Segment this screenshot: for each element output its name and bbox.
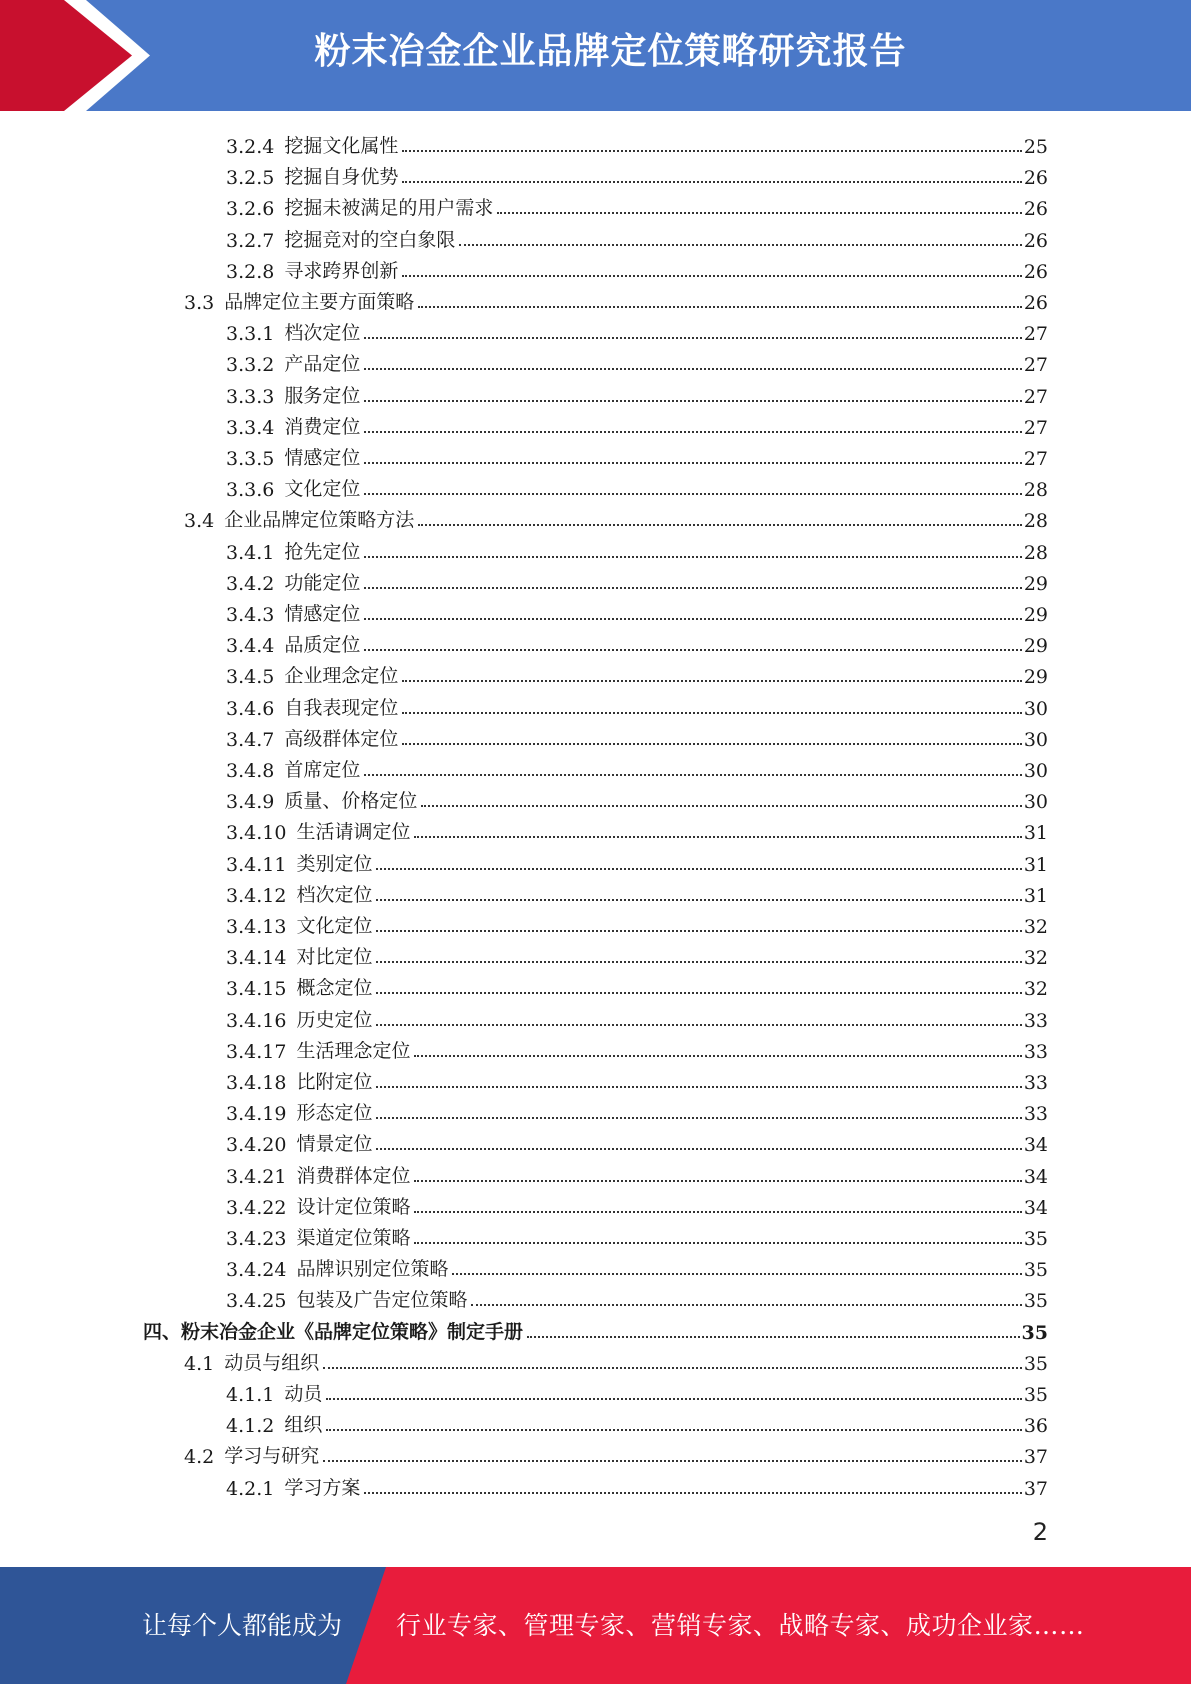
toc-entry-title: 档次定位 — [296, 883, 373, 906]
toc-entry-title: 挖掘文化属性 — [284, 135, 399, 157]
toc-dot-leader — [364, 587, 1021, 589]
toc-dot-leader — [402, 712, 1021, 714]
toc-entry[interactable] — [226, 1188, 1048, 1219]
toc-entry[interactable] — [226, 657, 1048, 688]
toc-entry-page: 32 — [1023, 978, 1048, 1001]
toc-entry-page: 26 — [1023, 260, 1048, 283]
toc-entry-number: 4.1 — [184, 1352, 215, 1375]
toc-entry-title: 学习与研究 — [224, 1445, 320, 1468]
toc-entry-number: 3.3.1 — [226, 323, 275, 346]
toc-entry-page: 27 — [1023, 448, 1048, 470]
toc-dot-leader — [459, 244, 1021, 246]
toc-dot-leader — [402, 680, 1021, 682]
toc-entry[interactable] — [226, 377, 1048, 408]
toc-entry-number: 3.4.23 — [226, 1228, 287, 1250]
toc-entry-page: 35 — [1023, 1352, 1048, 1375]
toc-entry-title: 消费群体定位 — [296, 1164, 411, 1187]
toc-entry-page: 33 — [1023, 1040, 1048, 1063]
toc-entry-page: 29 — [1023, 572, 1048, 595]
toc-dot-leader — [414, 1055, 1021, 1057]
toc-entry-number: 3.4.4 — [226, 635, 275, 658]
toc-entry-title: 挖掘未被满足的用户需求 — [284, 197, 494, 220]
toc-entry-title: 文化定位 — [296, 915, 373, 937]
toc-entry-title: 动员与组织 — [224, 1351, 320, 1374]
toc-entry-number: 3.4.17 — [226, 1040, 287, 1063]
toc-entry-page: 36 — [1023, 1415, 1048, 1438]
toc-entry-page: 33 — [1023, 1072, 1048, 1094]
toc-entry-page: 26 — [1023, 292, 1048, 314]
toc-entry-page: 29 — [1023, 666, 1048, 689]
toc-dot-leader — [376, 899, 1021, 901]
toc-entry[interactable] — [226, 720, 1048, 751]
toc-dot-leader — [414, 1242, 1021, 1244]
toc-entry-number: 4.1.1 — [226, 1384, 275, 1406]
toc-entry[interactable] — [226, 1125, 1048, 1156]
toc-entry-number: 4.2 — [184, 1446, 215, 1469]
toc-entry-title: 首席定位 — [284, 759, 361, 781]
toc-entry-title: 四、粉末冶金企业《品牌定位策略》制定手册 — [143, 1320, 524, 1343]
toc-entry-title: 文化定位 — [284, 478, 361, 501]
toc-dot-leader — [323, 1460, 1022, 1462]
toc-entry-title: 产品定位 — [284, 353, 361, 376]
toc-entry[interactable] — [226, 969, 1048, 1000]
toc-entry[interactable] — [226, 751, 1048, 782]
toc-entry-page: 30 — [1023, 728, 1048, 751]
toc-entry[interactable] — [226, 1469, 1048, 1500]
toc-entry-title: 包装及广告定位策略 — [296, 1289, 468, 1312]
toc-entry-title: 挖掘竞对的空白象限 — [284, 228, 456, 251]
toc-entry-page: 29 — [1023, 604, 1048, 626]
toc-entry-title: 高级群体定位 — [284, 727, 399, 750]
toc-entry-page: 33 — [1023, 1009, 1048, 1032]
toc-entry-number: 3.3.4 — [226, 416, 275, 439]
toc-entry[interactable] — [184, 283, 1048, 314]
toc-dot-leader — [326, 1429, 1021, 1431]
toc-entry-number: 3.4.24 — [226, 1259, 287, 1282]
toc-entry-number: 3.3 — [184, 292, 215, 314]
toc-entry[interactable] — [226, 252, 1048, 283]
toc-entry-title: 品牌识别定位策略 — [296, 1258, 449, 1281]
toc-entry-number: 3.4.1 — [226, 541, 275, 564]
toc-entry-title: 概念定位 — [296, 977, 373, 1000]
toc-entry[interactable] — [184, 501, 1048, 532]
toc-entry-page: 26 — [1023, 167, 1048, 190]
toc-dot-leader — [376, 1148, 1021, 1150]
toc-entry[interactable] — [226, 564, 1048, 595]
toc-entry-page: 35 — [1021, 1321, 1048, 1344]
toc-entry-number: 4.1.2 — [226, 1415, 275, 1438]
toc-entry-title: 生活请调定位 — [296, 821, 411, 844]
toc-entry[interactable] — [226, 876, 1048, 907]
toc-entry-page: 31 — [1023, 853, 1048, 876]
toc-entry[interactable] — [226, 1063, 1048, 1094]
toc-entry-title: 对比定位 — [296, 946, 373, 969]
toc-entry-page: 34 — [1023, 1165, 1048, 1188]
footer-slogan-left: 让每个人都能成为 — [142, 1611, 343, 1640]
toc-entry-number: 3.2.4 — [226, 136, 275, 158]
toc-entry-title: 挖掘自身优势 — [284, 166, 399, 189]
toc-entry-number: 3.4.3 — [226, 604, 275, 626]
footer-band — [0, 1567, 1191, 1684]
toc-entry-title: 比附定位 — [296, 1071, 373, 1093]
toc-entry-number: 3.4.2 — [226, 572, 275, 595]
toc-entry[interactable] — [226, 1250, 1048, 1281]
toc-entry-page: 25 — [1023, 136, 1048, 158]
toc-entry-number: 3.4.6 — [226, 697, 275, 720]
toc-entry[interactable] — [226, 1406, 1048, 1437]
toc-dot-leader — [364, 400, 1021, 402]
toc-entry-number: 3.4.11 — [226, 853, 287, 876]
toc-entry-number: 3.4.25 — [226, 1290, 287, 1313]
toc-dot-leader — [364, 1492, 1021, 1494]
toc-dot-leader — [402, 275, 1021, 277]
toc-dot-leader — [471, 1304, 1021, 1306]
toc-dot-leader — [364, 431, 1021, 433]
toc-dot-leader — [414, 1180, 1021, 1182]
toc-entry-number: 3.4.8 — [226, 760, 275, 782]
toc-entry[interactable] — [226, 470, 1048, 501]
toc-entry-number: 3.4.18 — [226, 1072, 287, 1094]
toc-entry-title: 质量、价格定位 — [284, 790, 418, 813]
toc-entry-number: 3.4.5 — [226, 666, 275, 689]
toc-entry-title: 企业理念定位 — [284, 665, 399, 688]
toc-entry-title: 服务定位 — [284, 384, 361, 407]
toc-entry-title: 动员 — [284, 1383, 323, 1405]
toc-entry-number: 3.4.22 — [226, 1196, 287, 1219]
toc-entry-number: 3.4.15 — [226, 978, 287, 1001]
toc-entry[interactable] — [226, 626, 1048, 657]
header-band — [0, 0, 1191, 111]
toc-dot-leader — [364, 774, 1021, 776]
toc-entry-page: 30 — [1023, 760, 1048, 782]
toc-entry-title: 情景定位 — [296, 1133, 373, 1156]
toc-dot-leader — [452, 1273, 1021, 1275]
toc-entry-page: 29 — [1023, 635, 1048, 658]
toc-entry-number: 3.4.21 — [226, 1165, 287, 1188]
toc-dot-leader — [376, 1024, 1021, 1026]
toc-entry-title: 品牌定位主要方面策略 — [224, 291, 415, 313]
toc-entry[interactable] — [226, 221, 1048, 252]
toc-entry-title: 生活理念定位 — [296, 1039, 411, 1062]
toc-entry-number: 3.4.10 — [226, 822, 287, 845]
toc-entry-title: 情感定位 — [284, 447, 361, 469]
toc-entry[interactable] — [226, 1157, 1048, 1188]
toc-entry-number: 3.3.3 — [226, 385, 275, 408]
toc-dot-leader — [376, 868, 1021, 870]
toc-dot-leader — [376, 1086, 1021, 1088]
toc-entry-number: 3.2.8 — [226, 260, 275, 283]
toc-entry-page: 37 — [1023, 1477, 1048, 1500]
toc-dot-leader — [497, 212, 1021, 214]
toc-entry-number: 4.2.1 — [226, 1477, 275, 1500]
toc-entry-page: 27 — [1023, 354, 1048, 377]
toc-entry-number: 3.4.20 — [226, 1134, 287, 1157]
toc-entry[interactable] — [226, 938, 1048, 969]
toc-dot-leader — [402, 150, 1021, 152]
toc-dot-leader — [418, 306, 1022, 308]
toc-entry[interactable] — [226, 595, 1048, 626]
toc-entry-title: 形态定位 — [296, 1102, 373, 1125]
toc-entry-title: 学习方案 — [284, 1476, 361, 1499]
toc-entry-number: 3.4.13 — [226, 916, 287, 938]
toc-entry-title: 自我表现定位 — [284, 696, 399, 719]
toc-dot-leader — [527, 1336, 1020, 1338]
toc-dot-leader — [402, 181, 1021, 183]
toc-entry-title: 渠道定位策略 — [296, 1227, 411, 1249]
toc-entry-number: 3.3.5 — [226, 448, 275, 470]
toc-entry[interactable] — [226, 1375, 1048, 1406]
toc-entry-number: 3.4.12 — [226, 884, 287, 907]
toc-entry-page: 26 — [1023, 229, 1048, 252]
toc-entry-number: 3.4.14 — [226, 947, 287, 970]
toc-entry[interactable] — [226, 158, 1048, 189]
toc-entry-title: 历史定位 — [296, 1008, 373, 1031]
page-number: 2 — [1032, 1518, 1048, 1546]
toc-entry-page: 28 — [1023, 479, 1048, 502]
toc-entry[interactable] — [226, 907, 1048, 938]
toc-dot-leader — [376, 961, 1021, 963]
toc-dot-leader — [376, 930, 1021, 932]
toc-entry-page: 30 — [1023, 791, 1048, 814]
toc-entry-number: 3.3.2 — [226, 354, 275, 377]
toc-entry-page: 31 — [1023, 822, 1048, 845]
document-title: 粉末冶金企业品牌定位策略研究报告 — [314, 31, 907, 72]
toc-entry-number: 3.4.7 — [226, 728, 275, 751]
toc-entry-page: 32 — [1023, 947, 1048, 970]
toc-dot-leader — [364, 556, 1021, 558]
toc-entry[interactable] — [226, 314, 1048, 345]
footer-slogan-right: 行业专家、管理专家、营销专家、战略专家、成功企业家…… — [396, 1611, 1085, 1640]
toc-entry-title: 类别定位 — [296, 852, 373, 875]
toc-entry[interactable] — [226, 408, 1048, 439]
toc-dot-leader — [364, 649, 1021, 651]
toc-entry-number: 3.4.16 — [226, 1009, 287, 1032]
toc-entry[interactable] — [226, 1094, 1048, 1125]
toc-entry[interactable] — [226, 845, 1048, 876]
toc-entry-page: 35 — [1023, 1228, 1048, 1250]
toc-entry-number: 3.2.5 — [226, 167, 275, 190]
toc-dot-leader — [414, 836, 1021, 838]
toc-entry-title: 功能定位 — [284, 571, 361, 594]
toc-entry-title: 组织 — [284, 1414, 323, 1437]
toc-entry-number: 3.2.6 — [226, 198, 275, 221]
toc-dot-leader — [414, 1211, 1021, 1213]
toc-dot-leader — [418, 524, 1022, 526]
toc-entry-number: 3.2.7 — [226, 229, 275, 252]
toc-entry-page: 27 — [1023, 323, 1048, 346]
toc-entry[interactable] — [226, 813, 1048, 844]
toc-dot-leader — [364, 368, 1021, 370]
toc-dot-leader — [323, 1367, 1022, 1369]
toc-dot-leader — [376, 992, 1021, 994]
toc-entry-page: 27 — [1023, 416, 1048, 439]
toc-entry[interactable] — [226, 1281, 1048, 1312]
toc-entry-page: 34 — [1023, 1196, 1048, 1219]
toc-entry[interactable] — [184, 1344, 1048, 1375]
toc-entry-title: 企业品牌定位策略方法 — [224, 509, 415, 532]
toc-entry-page: 26 — [1023, 198, 1048, 221]
toc-entry-title: 寻求跨界创新 — [284, 259, 399, 282]
toc-entry-title: 品质定位 — [284, 634, 361, 657]
toc-entry-page: 37 — [1023, 1446, 1048, 1469]
toc-entry-title: 设计定位策略 — [296, 1195, 411, 1218]
toc-entry[interactable] — [226, 533, 1048, 564]
toc-dot-leader — [364, 337, 1021, 339]
toc-entry[interactable] — [143, 1313, 1048, 1344]
toc-entry-page: 32 — [1023, 916, 1048, 938]
toc-dot-leader — [364, 493, 1021, 495]
toc-entry-number: 3.4 — [184, 510, 215, 533]
toc-dot-leader — [364, 618, 1021, 620]
toc-entry[interactable] — [226, 1001, 1048, 1032]
toc-entry-page: 35 — [1023, 1290, 1048, 1313]
toc-entry[interactable] — [226, 189, 1048, 220]
toc-dot-leader — [376, 1117, 1021, 1119]
toc-entry[interactable] — [226, 127, 1048, 158]
toc-dot-leader — [402, 743, 1021, 745]
toc-dot-leader — [421, 805, 1021, 807]
toc-entry-title: 档次定位 — [284, 322, 361, 345]
toc-entry-page: 34 — [1023, 1134, 1048, 1157]
toc-entry-page: 33 — [1023, 1103, 1048, 1126]
toc-entry-page: 28 — [1023, 541, 1048, 564]
toc-entry-title: 情感定位 — [284, 603, 361, 625]
toc-dot-leader — [364, 462, 1021, 464]
toc-entry[interactable] — [226, 439, 1048, 470]
toc-entry-number: 3.4.19 — [226, 1103, 287, 1126]
toc-entry-page: 27 — [1023, 385, 1048, 408]
toc-entry-title: 消费定位 — [284, 415, 361, 438]
toc-entry-number: 3.4.9 — [226, 791, 275, 814]
toc-entry-number: 3.3.6 — [226, 479, 275, 502]
toc-entry-page: 35 — [1023, 1384, 1048, 1406]
toc-entry[interactable] — [226, 1032, 1048, 1063]
toc-entry[interactable] — [226, 782, 1048, 813]
toc-entry[interactable] — [226, 689, 1048, 720]
toc-entry-page: 30 — [1023, 697, 1048, 720]
toc-entry[interactable] — [226, 345, 1048, 376]
toc-entry[interactable] — [226, 1219, 1048, 1250]
toc-entry-page: 31 — [1023, 884, 1048, 907]
toc-dot-leader — [326, 1398, 1021, 1400]
toc-entry-page: 28 — [1023, 510, 1048, 533]
toc-entry-page: 35 — [1023, 1259, 1048, 1282]
toc-entry-title: 抢先定位 — [284, 540, 361, 563]
toc-entry[interactable] — [184, 1437, 1048, 1468]
